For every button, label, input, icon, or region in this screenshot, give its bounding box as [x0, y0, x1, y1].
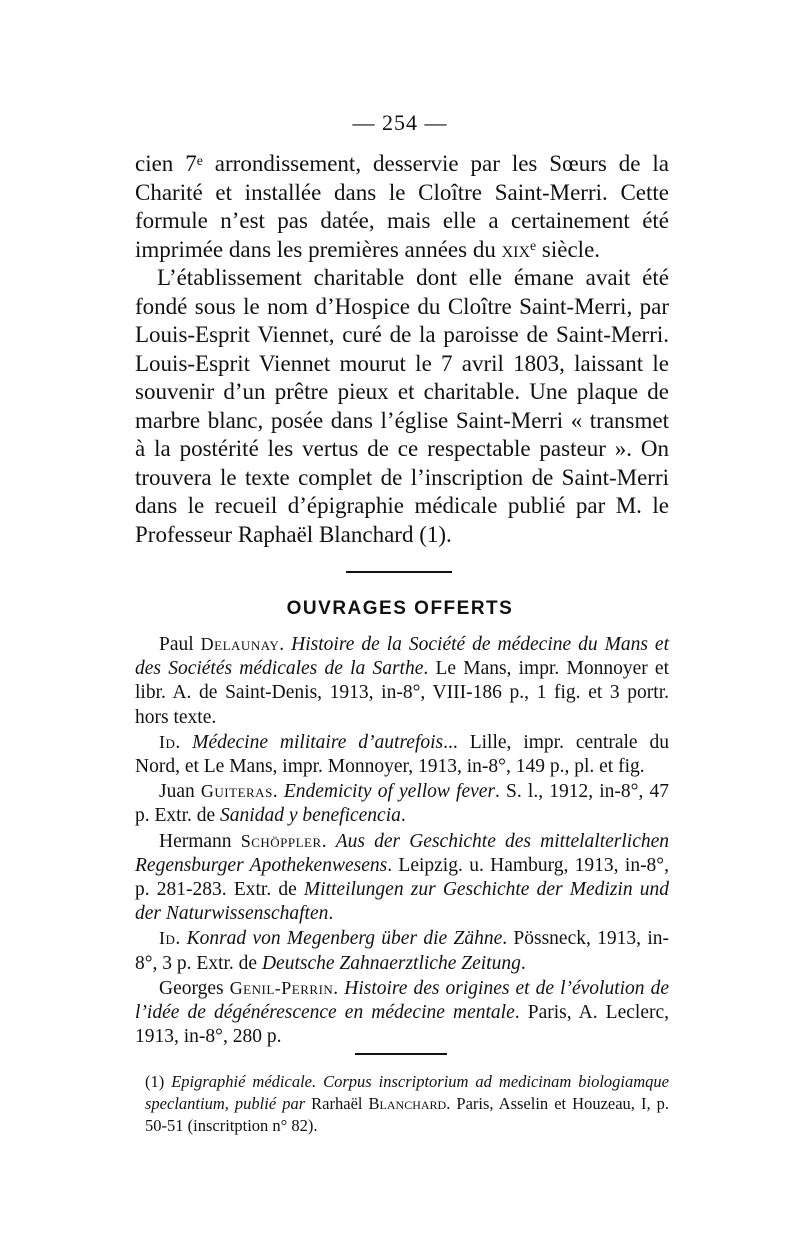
bibliography-entry [135, 779, 669, 828]
footnote-title: Epigraphié médicale. Corpus inscriptorium ad medicinam biologiamque speclantium, publié par [145, 1072, 670, 1113]
page-number: — 254 — [352, 110, 448, 135]
publication-details: . Paris, A. Leclerc, 1913, in-8°, 280 p. [135, 1002, 669, 1048]
author-first-name: Paul [159, 634, 201, 655]
work-title: Histoire de la Société de médecine du Mans et des Sociétés médicales de la Sarthe [135, 634, 670, 680]
entry-end: . [400, 805, 406, 827]
paragraph-1-end: siècle. [536, 236, 601, 262]
journal-title: Mitteilungen zur Geschichte der Medizin und der Naturwissenschaften [135, 879, 669, 925]
footnote-divider [355, 1053, 447, 1055]
publication-details: . Le Mans, impr. Monnoyer et libr. A. de Saint-Denis, 1913, in-8°, VIII-186 p., 1 fig. et 3 portr. hors texte. [135, 658, 669, 728]
work-title: Histoire des origines et de l’évolution de l’idée de dégénérescence en médecine mentale [135, 977, 670, 1024]
century-superscript: e [530, 238, 537, 254]
work-title: Médecine militaire d’autrefois [192, 731, 444, 753]
footnote-author-first: Rarhaël [305, 1094, 369, 1113]
bibliography-entry [135, 632, 669, 730]
work-title: Endemicity of yellow fever [283, 781, 496, 803]
entry-end: . [520, 952, 526, 974]
footnote-number: (1) [145, 1072, 172, 1091]
bibliography-entry [135, 926, 669, 975]
author-surname: Genil-Perrin [229, 977, 334, 998]
journal-title: Deutsche Zahnaerztliche Zeitung [261, 952, 521, 974]
bibliography-list [135, 632, 669, 1049]
author-surname: Guiteras [200, 781, 273, 802]
ordinal-superscript: e [196, 152, 203, 168]
separator: . [279, 634, 292, 655]
section-heading: OUVRAGES OFFERTS [286, 598, 514, 619]
author-first-name: Juan [159, 781, 201, 803]
author-first-name: Hermann [159, 830, 241, 852]
bibliography-entry [135, 976, 669, 1050]
paragraph-1-start: cien 7 [135, 151, 197, 176]
publication-details: . S. l., 1912, in-8°, 47 p. Extr. de [135, 781, 669, 827]
footnote-text [145, 1071, 669, 1137]
bibliography-entry [135, 730, 669, 779]
bibliography-entry [135, 829, 669, 927]
paragraph-2: L’établissement charitable dont elle émane avait été fondé sous le nom d’Hospice du Cloître Saint-Merri, par Louis-Esprit Viennet, curé de la paroisse de Saint-Merri. Louis-Esprit Viennet mourut le 7 avril 1803, laissant le souvenir d’un prêtre pieux et charitable. Une plaque de marbre blanc, posée dans l’église Saint-Merri « transmet à la postérité les vertus de ce respectable pasteur ». On trouvera le texte complet de l’inscription de Saint-Merri dans le recueil d’épigraphie médicale publié par M. le Professeur Raphaël Blanchard (1). [135, 265, 669, 547]
author-first-name: Georges [159, 977, 230, 999]
body-text [135, 150, 669, 549]
separator: . [333, 977, 345, 999]
footnote [145, 1071, 669, 1137]
author-surname: Id [159, 928, 176, 949]
separator: . [175, 928, 187, 950]
publication-details: ... Lille, impr. centrale du Nord, et Le Mans, impr. Monnoyer, 1913, in-8°, 149 p., pl. et fig. [135, 731, 670, 778]
separator: . [272, 781, 284, 803]
author-surname: Id [159, 731, 176, 752]
author-surname: Schöppler [240, 830, 322, 851]
separator: . [321, 830, 336, 852]
work-title: Konrad von Megenberg über die Zähne [186, 928, 503, 950]
entry-end: . [328, 903, 334, 925]
paragraph-1-middle: arrondissement, desservie par les Sœurs de la Charité et installée dans le Cloître Saint-Merri. Cette formule n’est pas datée, mais elle a certainement été imprimée dans les premières années du [135, 151, 670, 262]
publication-details: . Leipzig. u. Hamburg, 1913, in-8°, p. 281-283. Extr. de [135, 854, 669, 901]
separator: . [175, 731, 193, 753]
author-surname: Delaunay [200, 634, 280, 654]
footnote-author-surname: Blanchard [368, 1094, 447, 1113]
journal-title: Sanidad y beneficencia [220, 805, 401, 827]
work-title: Aus der Geschichte des mittelalterlichen Regensburger Apothekenwesens [135, 830, 670, 876]
paragraph-1 [135, 150, 669, 264]
section-divider [346, 571, 452, 573]
publication-details: . Pössneck, 1913, in-8°, 3 p. Extr. de [135, 928, 670, 974]
century-numeral: xix [501, 236, 531, 262]
footnote-details: . Paris, Asselin et Houzeau, I, p. 50-51 (inscritption n° 82). [145, 1094, 669, 1135]
